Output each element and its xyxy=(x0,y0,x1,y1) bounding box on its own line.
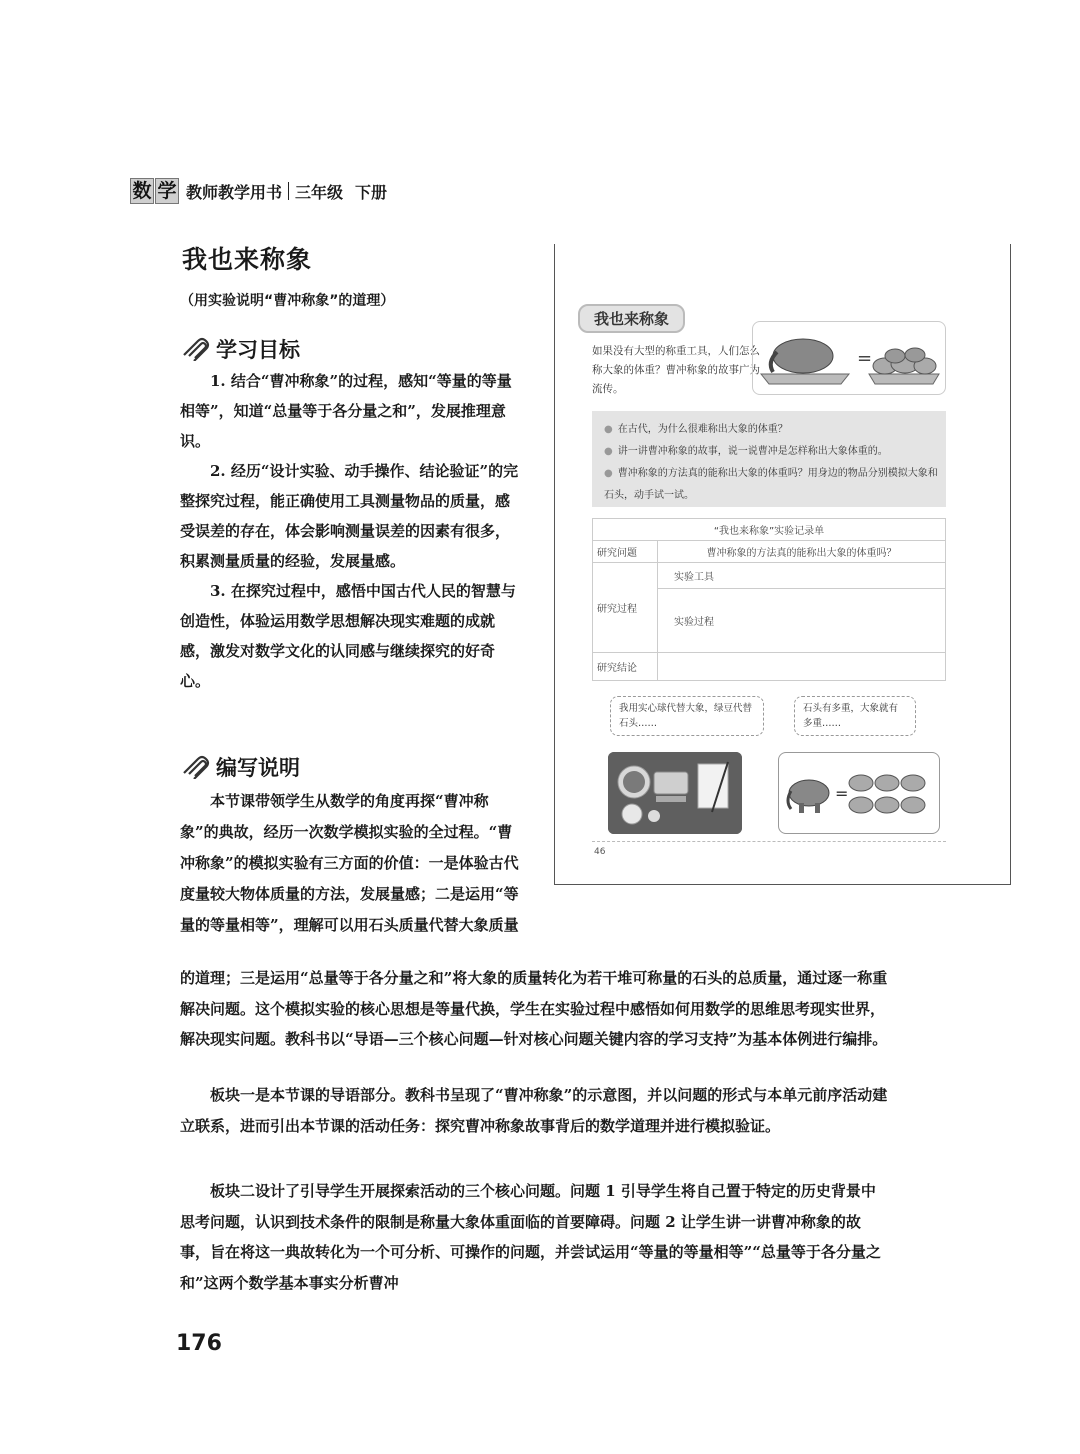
grade-label: 三年级 xyxy=(295,182,344,202)
textbook-footer-rule xyxy=(592,841,946,842)
experiment-photo xyxy=(608,752,742,834)
objective-item: 3. 在探究过程中，感悟中国古代人民的智慧与创造性，体验运用数学思想解决现实难题的成就感，激发对数学文化的认同感与继续探究的好奇心。 xyxy=(180,582,516,690)
row-label: 研究结论 xyxy=(593,653,658,681)
objective-item: 2. 经历“设计实验、动手操作、结论验证”的完整探究过程，能正确使用工具测量物品的质量，感受误差的存在，体会影响测量误差的因素有很多，积累测量质量的经验，发展量感。 xyxy=(180,462,519,570)
textbook-intro: 如果没有大型的称重工具，人们怎么称大象的体重？曹冲称象的故事广为流传。 xyxy=(592,345,760,395)
speech-bubble-left: 我用实心球代替大象，绿豆代替石头…… xyxy=(610,696,764,736)
paperclip-icon xyxy=(180,755,212,779)
textbook-question: ● 讲一讲曹冲称象的故事，说一说曹冲是怎样称出大象体重的。 xyxy=(604,441,946,463)
objectives-heading xyxy=(180,334,300,364)
svg-text:=: = xyxy=(835,784,849,803)
running-header xyxy=(130,176,387,206)
logo-char: 学 xyxy=(155,178,179,204)
writing-notes-heading-text: 编写说明 xyxy=(216,755,300,780)
logo-char: 数 xyxy=(130,178,154,204)
svg-text:=: = xyxy=(857,348,873,369)
body-paragraph: 板块一是本节课的导语部分。教科书呈现了“曹冲称象”的示意图，并以问题的形式与本单元前序活动建立联系，进而引出本节课的活动任务：探究曹冲称象故事背后的数学道理并进行模拟验证。 xyxy=(180,1086,888,1135)
row-empty-cell xyxy=(658,653,946,681)
table-title: “我也来称象”实验记录单 xyxy=(593,519,946,541)
row-sub-label: 实验过程 xyxy=(658,589,946,653)
experiment-record-table xyxy=(592,518,946,681)
speech-bubble-right: 石头有多重，大象就有多重…… xyxy=(794,696,916,736)
objective-item: 1. 结合“曹冲称象”的过程，感知“等量的等量相等”，知道“总量等于各分量之和”，发展推理意识。 xyxy=(180,372,512,450)
subject-logo xyxy=(130,178,180,204)
row-sub-label: 实验工具 xyxy=(658,563,946,589)
row-label: 研究过程 xyxy=(593,563,658,653)
textbook-page-number: 46 xyxy=(594,847,606,857)
objectives-list xyxy=(180,366,522,696)
textbook-lesson-pill: 我也来称象 xyxy=(578,304,685,333)
objectives-heading-text: 学习目标 xyxy=(216,337,300,362)
textbook-question: ● 曹冲称象的方法真的能称出大象的体重吗？用身边的物品分别模拟大象和石头，动手试一试。 xyxy=(604,463,946,507)
elephant-equals-stones-box xyxy=(778,752,940,834)
textbook-questions xyxy=(592,411,946,507)
row-label: 研究问题 xyxy=(593,541,658,563)
elephant-scale-illustration xyxy=(752,321,946,395)
writing-notes-heading xyxy=(180,752,300,782)
book-title: 教师教学用书 xyxy=(186,182,283,202)
page-number: 176 xyxy=(176,1331,222,1356)
writing-notes-intro: 本节课带领学生从数学的角度再探“曹冲称象”的典故，经历一次数学模拟实验的全过程。“曹冲称象”的模拟实验有三方面的价值：一是体验古代度量较大物体质量的方法，发展量感；二是运用“等量的等量相等”，理解可以用石头质量代替大象质量 xyxy=(180,792,519,934)
row-value: 曹冲称象的方法真的能称出大象的体重吗？ xyxy=(658,541,946,563)
body-paragraph: 板块二设计了引导学生开展探索活动的三个核心问题。问题 1 引导学生将自己置于特定的历史背景中思考问题，认识到技术条件的限制是称量大象体重面临的首要障碍。问题 2 让学生讲一讲曹冲称象的故事，旨在将这一典故转化为一个可分析、可操作的问题，并尝试运用“等量的等量相等”“总量等于各分量之和”这两个数学基本事实分析曹冲 xyxy=(180,1182,881,1292)
paperclip-icon xyxy=(180,337,212,361)
header-divider xyxy=(288,182,289,200)
body-paragraph: 的道理；三是运用“总量等于各分量之和”将大象的质量转化为若干堆可称量的石头的总质量，通过逐一称重解决问题。这个模拟实验的核心思想是等量代换，学生在实验过程中感悟如何用数学的思维思考现实世界，解决现实问题。教科书以“导语—三个核心问题—针对核心问题关键内容的学习支持”为基本体例进行编排。 xyxy=(180,969,888,1048)
volume-label: 下册 xyxy=(355,182,388,202)
lesson-subtitle: （用实验说明“曹冲称象”的道理） xyxy=(180,293,395,309)
textbook-question: ● 在古代，为什么很难称出大象的体重？ xyxy=(604,419,946,441)
lesson-title: 我也来称象 xyxy=(182,245,313,274)
